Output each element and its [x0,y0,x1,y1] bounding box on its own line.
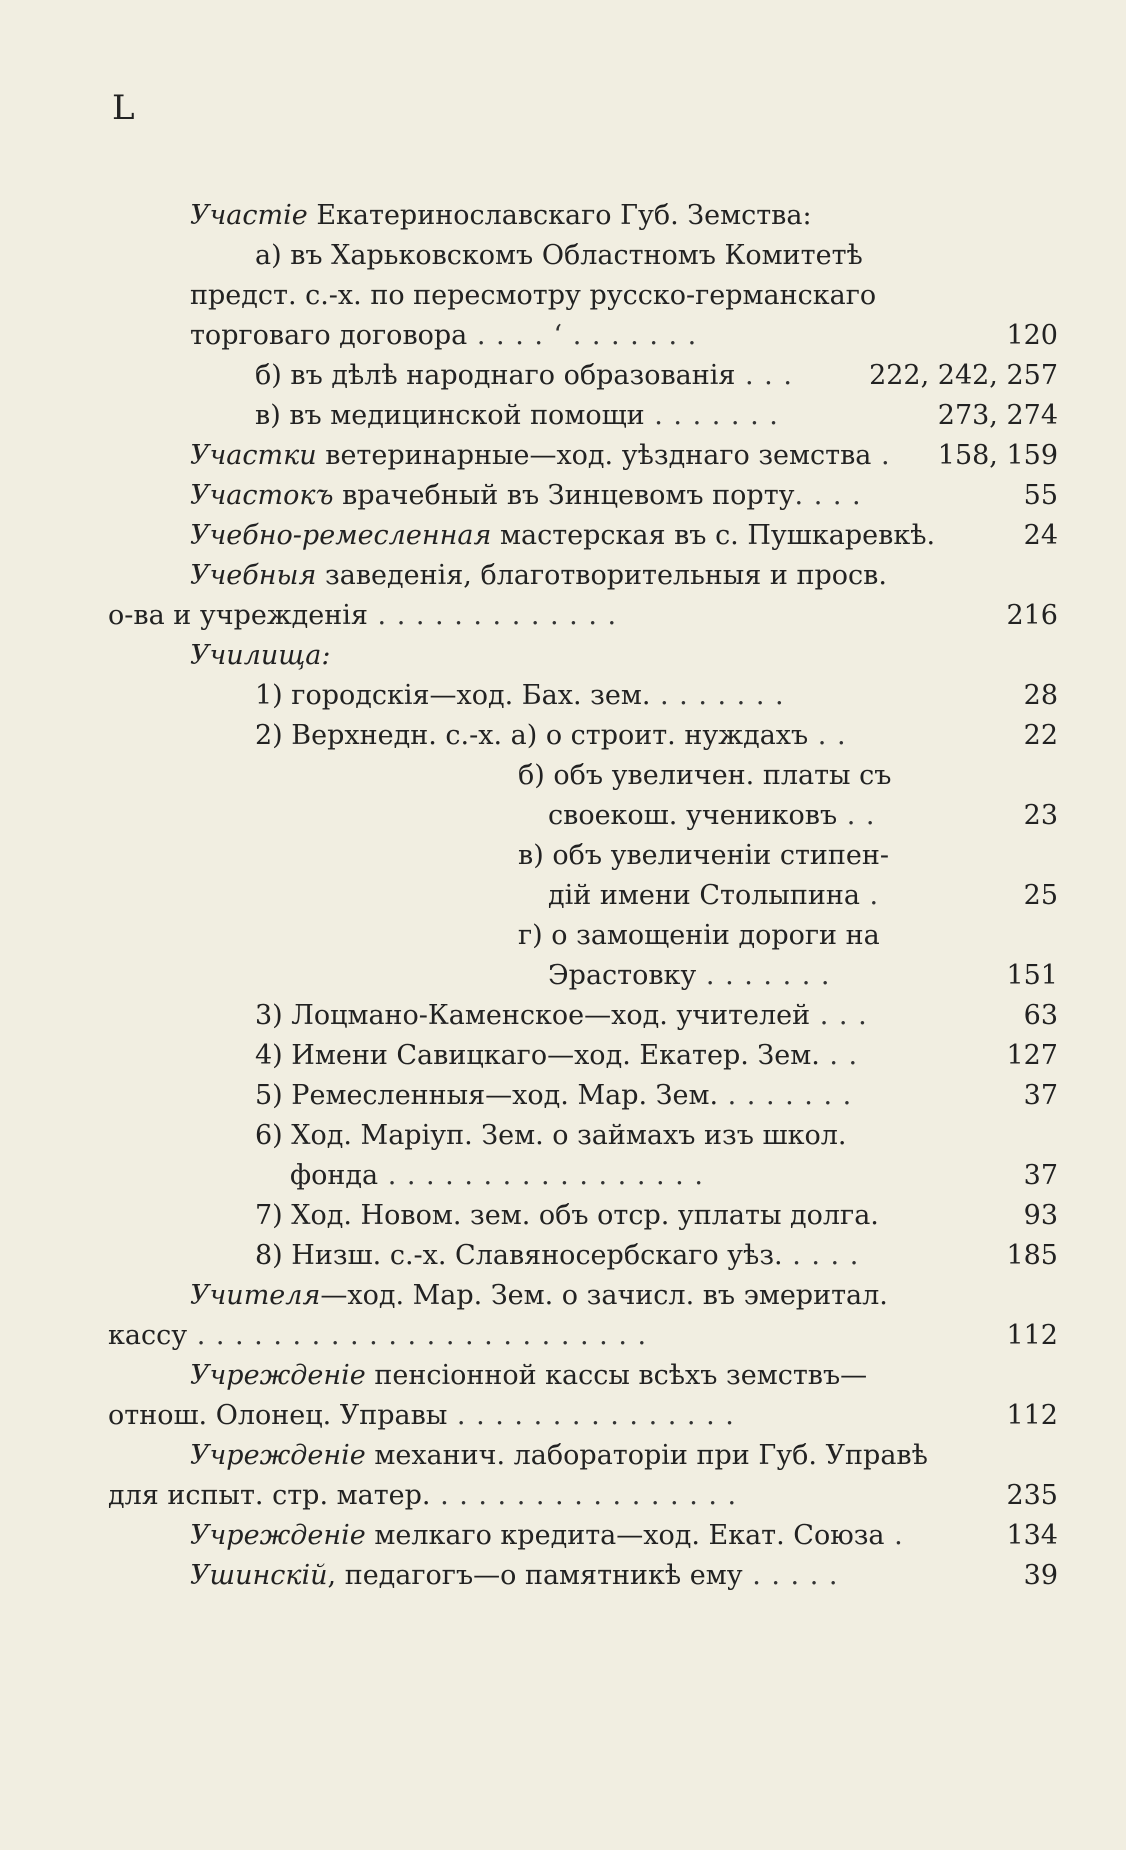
dot-leader: . [871,440,891,471]
entry-body: мелкаго кредита—ход. Екат. Союза [365,1520,885,1551]
dot-leader: . [884,1520,904,1551]
entry-text [255,1076,852,1116]
dot-leader: . . [808,720,847,751]
page-reference: 273, 274 [937,400,1058,431]
entry-heading: Учрежденіе [190,1440,366,1471]
entry-text [108,1396,735,1436]
index-entry [0,556,1126,596]
entry-text [255,676,785,716]
dot-leader: . . . . . . . . . . . . . . . . . . . . . . . . [187,1320,648,1351]
index-entry [0,1316,1126,1356]
entry-body: Эрастовку [548,960,697,991]
entry-body: врачебный въ Зинцевомъ порту [333,480,795,511]
entry-heading: Учителя [190,1280,321,1311]
entry-heading: Ушинскій [190,1560,328,1591]
entry-text [255,996,868,1036]
index-entry [0,476,1126,516]
page-reference: 23 [1023,800,1058,831]
entry-body: дій имени Столыпина [548,880,860,911]
entry-text [190,276,876,316]
dot-leader: . . . . . . . . . . . . . [367,600,618,631]
dot-leader: . . [819,1040,859,1071]
entry-text [548,796,876,836]
page-reference: 37 [1023,1080,1058,1111]
index-entry [0,1036,1126,1076]
entry-body: 8) Низш. с.-х. Славяносербскаго уѣз. [255,1240,783,1271]
index-entry [0,916,1126,956]
page-reference: 25 [1023,880,1058,911]
dot-leader: . . . . [794,480,862,511]
page-reference: 93 [1023,1200,1058,1231]
entry-body: механич. лабораторіи при Губ. Управѣ [365,1440,928,1471]
entry-body: 4) Имени Савицкаго—ход. Екатер. Зем. [255,1040,820,1071]
entry-text [190,476,862,516]
entry-body: 2) Верхнедн. с.-х. а) о строит. нуждахъ [255,720,809,751]
page-reference: 112 [1006,1320,1058,1351]
entry-body: 1) городскія—ход. Бах. зем. [255,680,651,711]
entry-text [190,1356,867,1396]
entry-text [190,196,812,236]
entry-text [190,1556,838,1596]
entry-text [255,396,779,436]
page-reference: 235 [1006,1480,1058,1511]
entry-text [255,356,793,396]
entry-text [190,556,887,596]
index-entry [0,196,1126,236]
page-reference: 120 [1006,320,1058,351]
entry-body: Екатеринославскаго Губ. Земства: [307,200,812,231]
index-entry [0,236,1126,276]
page-reference: 222, 242, 257 [869,360,1058,391]
page-reference: 185 [1006,1240,1058,1271]
index-entry [0,796,1126,836]
index-entry [0,436,1126,476]
entry-body: ветеринарные—ход. уѣзднаго земства [316,440,872,471]
entry-text [108,1476,737,1516]
entry-heading: Училища: [190,640,331,671]
index-entry [0,1196,1126,1236]
dot-leader: . . . [810,1000,868,1031]
dot-leader: . . . . . [742,1560,839,1591]
index-entry [0,516,1126,556]
entry-body: для испыт. стр. матер. [108,1480,431,1511]
entry-body: а) въ Харьковскомъ Областномъ Комитетѣ [255,240,863,271]
dot-leader: . [859,880,880,911]
page-reference: 216 [1006,600,1058,631]
index-entry [0,876,1126,916]
page-reference: 63 [1023,1000,1058,1031]
entry-text [548,956,830,996]
entry-body: заведенія, благотворительныя и просв. [316,560,887,591]
entry-body: 6) Ход. Маріуп. Зем. о займахъ изъ школ. [255,1120,847,1151]
entry-text [190,316,697,356]
index-entry [0,1516,1126,1556]
entry-body: мастерская въ с. Пушкаревкѣ. [491,520,936,551]
index-entry [0,1476,1126,1516]
index-entry [0,1276,1126,1316]
entry-text [190,1516,904,1556]
index-entry [0,596,1126,636]
entry-body: в) въ медицинской помощи [255,400,645,431]
entry-text [190,1276,888,1316]
entry-heading: Учебно-ремесленная [190,520,492,551]
entry-body: б) въ дѣлѣ народнаго образованія [255,360,736,391]
entry-body: предст. с.-х. по пересмотру русско-германскаго [190,280,877,311]
entry-body: 5) Ремесленныя—ход. Мар. Зем. [255,1080,719,1111]
page-reference: 158, 159 [937,440,1058,471]
index-entry [0,1116,1126,1156]
entry-text [108,596,617,636]
dot-leader: . . . . . . . [650,680,785,711]
dot-leader: . . . [735,360,793,391]
entry-body: о-ва и учрежденія [108,600,368,631]
page-number: L [112,88,135,128]
entry-body: в) объ увеличеніи стипен- [518,840,889,871]
entry-body: торговаго договора [190,320,468,351]
entry-text [255,1116,846,1156]
dot-leader: . . . . . . . [718,1080,853,1111]
entry-heading: Учрежденіе [190,1360,366,1391]
page-reference: 22 [1023,720,1058,751]
index-entry [0,1236,1126,1276]
entry-body: 7) Ход. Новом. зем. объ отср. уплаты долга. [255,1200,879,1231]
entry-text [518,836,889,876]
entry-text [190,636,331,676]
index-entry [0,1156,1126,1196]
dot-leader: . . [837,800,876,831]
entry-body: г) о замощеніи дороги на [518,920,880,951]
page-reference: 39 [1023,1560,1058,1591]
page-reference: 112 [1006,1400,1058,1431]
index-entry [0,836,1126,876]
entry-body: —ход. Мар. Зем. о зачисл. въ эмеритал. [320,1280,888,1311]
index-entry [0,1396,1126,1436]
index-entry [0,316,1126,356]
entry-text [255,716,847,756]
dot-leader: . . . . . . . . . . . . . . . . [430,1480,738,1511]
page-reference: 28 [1023,680,1058,711]
entry-body: отнош. Олонец. Управы [108,1400,448,1431]
index-entry [0,1436,1126,1476]
index-entry [0,276,1126,316]
entry-body: пенсіонной кассы всѣхъ земствъ— [365,1360,868,1391]
index-entry [0,956,1126,996]
entry-body: , педагогъ—о памятникѣ ему [327,1560,743,1591]
entry-text [255,1236,859,1276]
index-entry [0,1556,1126,1596]
dot-leader: . . . . . . . [696,960,831,991]
entry-text [518,756,891,796]
page-reference: 24 [1023,520,1058,551]
entry-heading: Учрежденіе [190,1520,366,1551]
entry-text [108,1316,647,1356]
entry-text [255,236,863,276]
index-entry [0,996,1126,1036]
dot-leader: . . . . [782,1240,860,1271]
index-entries [0,196,1126,1596]
page-reference: 37 [1023,1160,1058,1191]
index-entry [0,356,1126,396]
entry-heading: Участiе [190,200,308,231]
entry-text [255,1196,879,1236]
entry-heading: Учебныя [190,560,317,591]
dot-leader: . . . . ‘ . . . . . . . [467,320,698,351]
index-entry [0,756,1126,796]
entry-body: 3) Лоцмано-Каменское—ход. учителей [255,1000,811,1031]
page-reference: 151 [1006,960,1058,991]
dot-leader: . . . . . . . [644,400,779,431]
entry-text [190,1436,928,1476]
entry-body: б) объ увеличен. платы съ [518,760,892,791]
dot-leader: . . . . . . . . . . . . . . . . . [378,1160,704,1191]
page-reference: 127 [1006,1040,1058,1071]
entry-heading: Участки [190,440,317,471]
entry-body: фонда [290,1160,379,1191]
index-entry [0,636,1126,676]
entry-body: кассу [108,1320,188,1351]
entry-text [290,1156,704,1196]
entry-heading: Участокъ [190,480,334,511]
entry-text [548,876,879,916]
index-entry [0,676,1126,716]
entry-body: своекош. учениковъ [548,800,838,831]
page-reference: 55 [1023,480,1058,511]
index-entry [0,716,1126,756]
index-entry [0,1076,1126,1116]
entry-text [518,916,880,956]
entry-text [255,1036,858,1076]
entry-text [190,436,891,476]
index-entry [0,396,1126,436]
entry-text [190,516,935,556]
page-reference: 134 [1006,1520,1058,1551]
dot-leader: . . . . . . . . . . . . . . . [447,1400,735,1431]
index-entry [0,1356,1126,1396]
